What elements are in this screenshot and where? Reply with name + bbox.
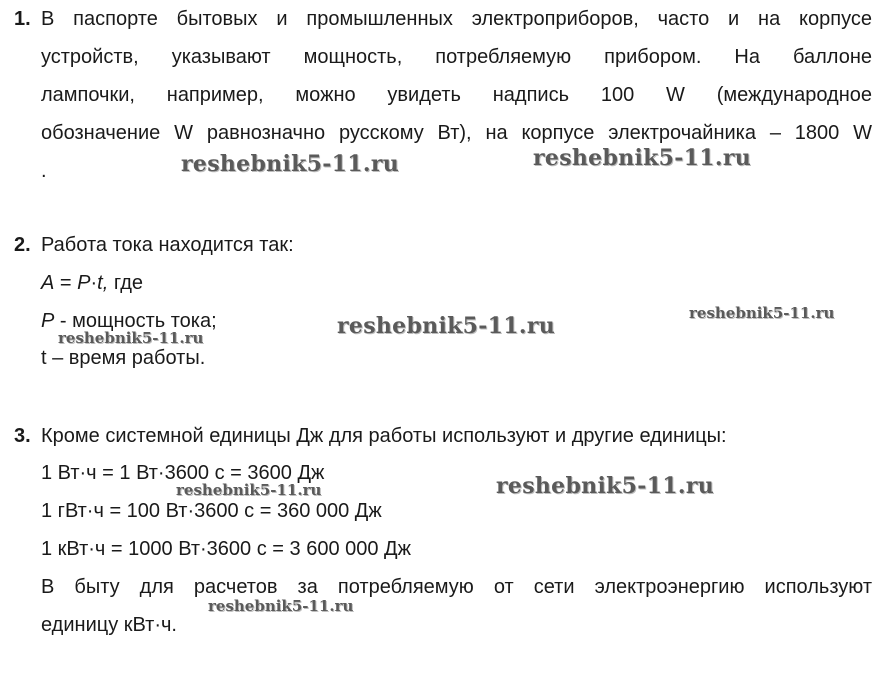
watermark: reshebnik5-11.ru [181,151,400,177]
formula-equals: = [54,272,78,294]
power-symbol: P [41,310,55,332]
formula-p: P [77,272,91,294]
formula-where: где [108,272,144,294]
item-2-intro: Работа тока находится так: [41,234,294,256]
formula-a: A [41,272,55,294]
equation-kwh: 1 кВт·ч = 1000 Вт·3600 с = 3 600 000 Дж [41,538,411,560]
item-1-line-2: устройств, указывают мощность, потребляемую прибором. На баллоне [41,46,872,68]
watermark: reshebnik5-11.ru [58,329,204,347]
watermark: reshebnik5-11.ru [337,313,556,339]
watermark: reshebnik5-11.ru [496,473,715,499]
equation-wh: 1 Вт·ч = 1 Вт·3600 с = 3600 Дж [41,462,325,484]
watermark: reshebnik5-11.ru [689,304,835,322]
formula-dot: · [90,272,98,294]
item-2-number: 2. [14,234,31,256]
watermark: reshebnik5-11.ru [208,597,354,615]
item-1-line-5: . [41,160,47,182]
item-1-line-4: обозначение W равнозначно русскому Вт), на корпусе электрочайника – 1800 W [41,122,872,144]
time-definition: t – время работы. [41,347,206,369]
equation-hwh: 1 гВт·ч = 100 Вт·3600 с = 360 000 Дж [41,500,382,522]
item-3-closing-line-1: В быту для расчетов за потребляемую от сети электроэнергию используют [41,576,872,598]
watermark: reshebnik5-11.ru [176,481,322,499]
item-3-number: 3. [14,425,31,447]
item-1-line-3: лампочки, например, можно увидеть надпись 100 W (международное [41,84,872,106]
item-3-closing-line-2: единицу кВт·ч. [41,614,177,636]
work-formula [41,271,143,295]
item-1-line-1: В паспорте бытовых и промышленных электроприборов, часто и на корпусе [41,8,872,30]
power-description: - мощность тока; [54,310,217,332]
watermark: reshebnik5-11.ru [533,145,752,171]
formula-t: t, [97,272,109,294]
item-1-number: 1. [14,8,31,30]
item-3-intro: Кроме системной единицы Дж для работы используют и другие единицы: [41,425,727,447]
